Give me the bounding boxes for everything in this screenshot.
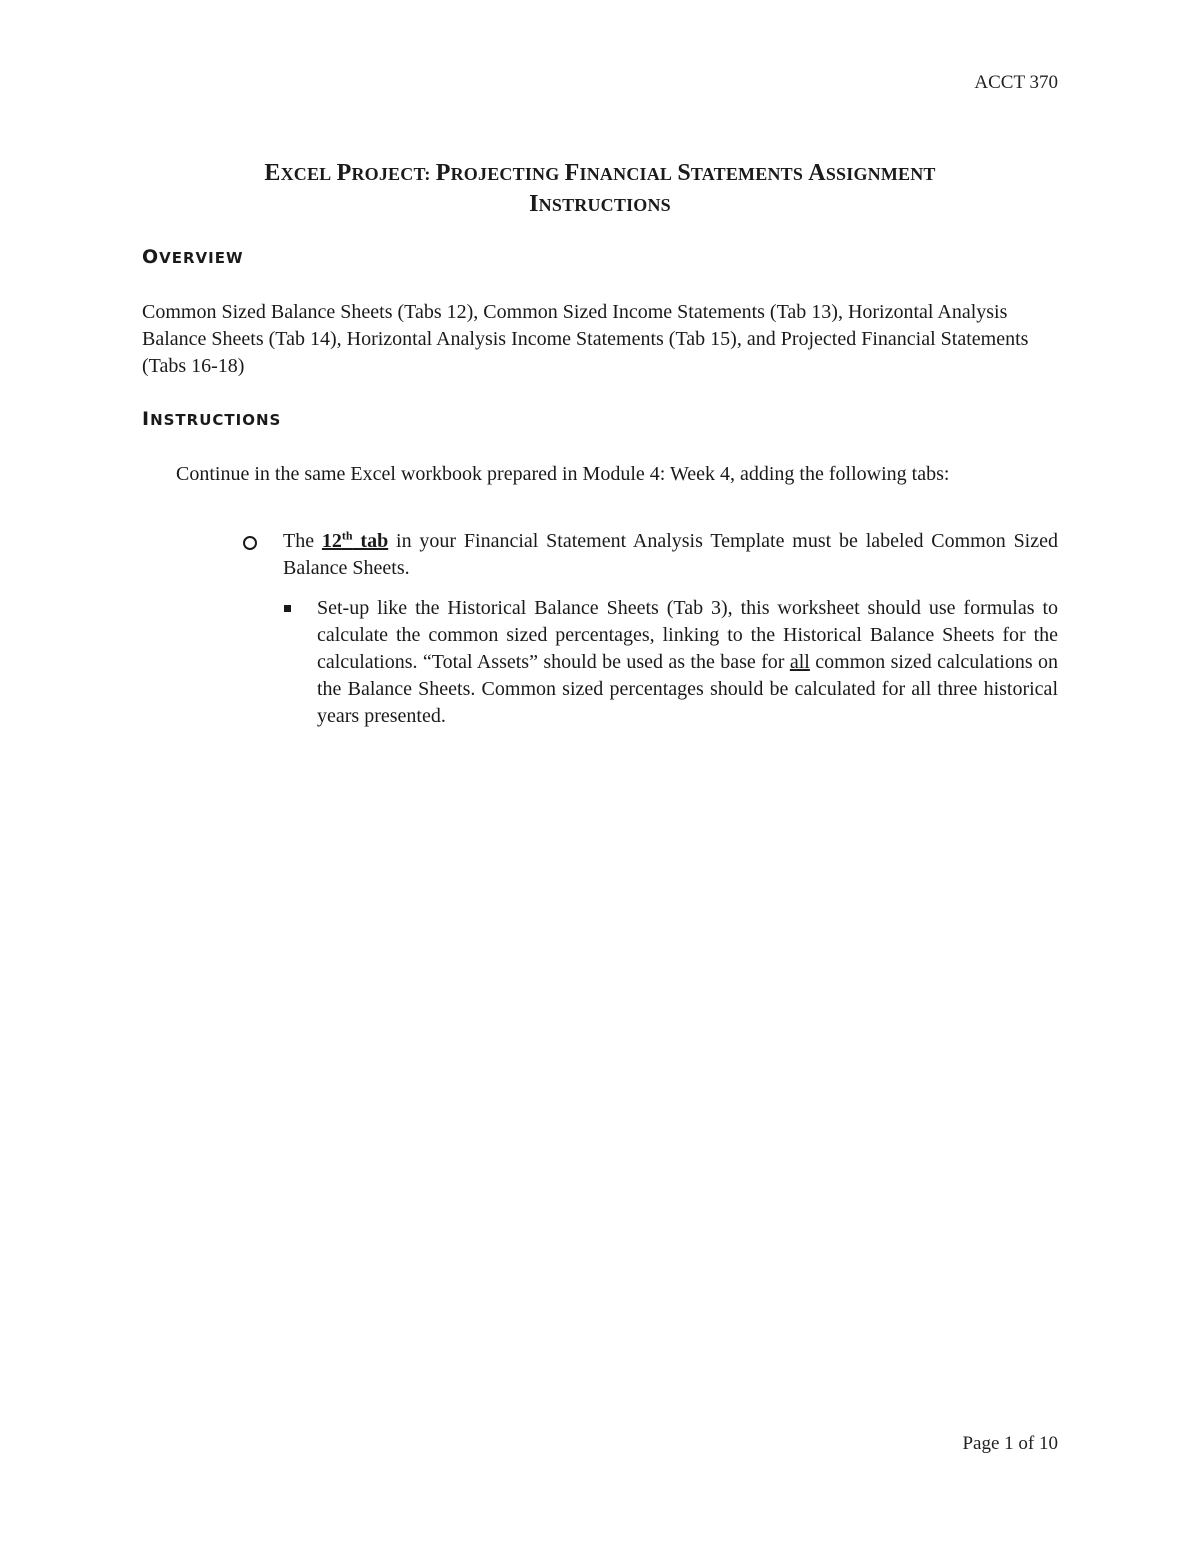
title-word: PROJECT: — [336, 160, 431, 186]
sub-list-item-text: Set-up like the Historical Balance Sheets (Tab 3), this worksheet should use formulas to calculate the common sized percentages, linking to the Historical Balance Sheets for the calculations. “Total Assets” should be used as the base for all common sized calculations on the Balance Sheets. Common sized percentages should be calculated for all three historical years presented. — [317, 597, 1058, 727]
page-number: Page 1 of 10 — [962, 1433, 1058, 1454]
instructions-intro: Continue in the same Excel workbook prepared in Module 4: Week 4, adding the following tabs: — [176, 463, 950, 485]
overview-heading: OVERVIEW — [142, 246, 244, 268]
list-item-text: The 12th tab in your Financial Statement Analysis Template must be labeled Common Sized Balance Sheets. — [283, 528, 1058, 579]
instructions-heading: INSTRUCTIONS — [142, 408, 282, 430]
sub-list-item — [284, 595, 1058, 730]
overview-paragraph: Common Sized Balance Sheets (Tabs 12), Common Sized Income Statements (Tab 13), Horizontal Analysis Balance Sheets (Tab 14), Horizontal Analysis Income Statements (Tab 15), and Projected Financial Statements (Tabs 16-18) — [142, 301, 1029, 377]
hollow-circle-bullet-icon — [243, 536, 257, 550]
tab-number-emphasis: 12th tab — [321, 528, 389, 552]
course-code: ACCT 370 — [974, 72, 1058, 93]
title-word: FINANCIAL — [564, 160, 673, 186]
list-item — [243, 528, 1058, 582]
title-word: ASSIGNMENT — [808, 160, 936, 186]
emphasis-all: all — [789, 651, 810, 673]
document-title — [142, 158, 1058, 220]
title-word: PROJECTING — [435, 160, 560, 186]
title-word: INSTRUCTIONS — [529, 191, 671, 217]
title-word: STATEMENTS — [677, 160, 804, 186]
square-bullet-icon — [284, 605, 291, 612]
title-word: EXCEL — [264, 160, 332, 186]
